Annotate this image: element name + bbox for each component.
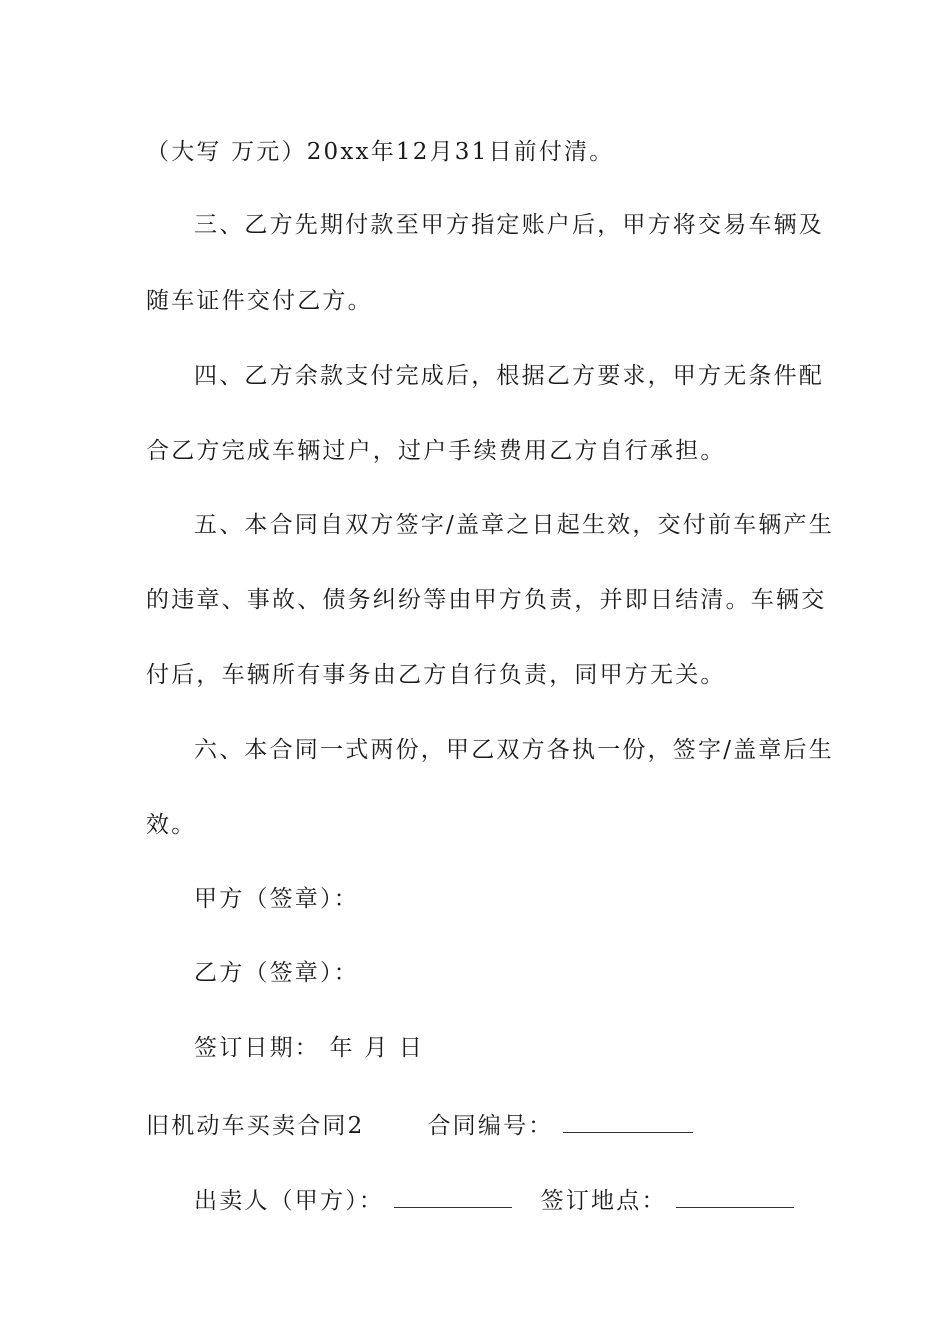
signing-place-blank [676, 1183, 794, 1208]
seller-blank [394, 1183, 512, 1208]
clause-6-line-1: 六、本合同一式两份，甲乙双方各执一份，签字/盖章后生 [194, 737, 834, 763]
clause-4-line-1: 四、乙方余款支付完成后，根据乙方要求，甲方无条件配 [194, 363, 824, 389]
party-b-signature: 乙方（签章）： [194, 960, 359, 986]
clause-3-line-2: 随车证件交付乙方。 [146, 288, 373, 314]
clause-5-line-1: 五、本合同自双方签字/盖章之日起生效，交付前车辆产生 [194, 512, 834, 538]
clause-5-line-3: 付后，车辆所有事务由乙方自行负责，同甲方无关。 [146, 662, 726, 688]
clause-2-continuation: （大写 万元）20xx年12月31日前付清。 [146, 139, 615, 165]
signing-place-label: 签订地点： [540, 1188, 667, 1214]
contract-number-blank [563, 1108, 693, 1133]
contract-number-label: 合同编号： [427, 1113, 554, 1139]
seller-line [194, 1183, 794, 1216]
clause-3-line-1: 三、乙方先期付款至甲方指定账户后，甲方将交易车辆及 [194, 212, 824, 238]
contract-2-heading [146, 1108, 693, 1141]
contract-2-title: 旧机动车买卖合同2 [146, 1113, 365, 1139]
clause-6-line-2: 效。 [146, 812, 197, 838]
clause-4-line-2: 合乙方完成车辆过户，过户手续费用乙方自行承担。 [146, 438, 726, 464]
seller-label: 出卖人（甲方）： [194, 1188, 385, 1214]
clause-5-line-2: 的违章、事故、债务纠纷等由甲方负责，并即日结清。车辆交 [146, 587, 827, 613]
signing-date: 签订日期： 年 月 日 [194, 1035, 425, 1061]
party-a-signature: 甲方（签章）： [194, 886, 359, 912]
